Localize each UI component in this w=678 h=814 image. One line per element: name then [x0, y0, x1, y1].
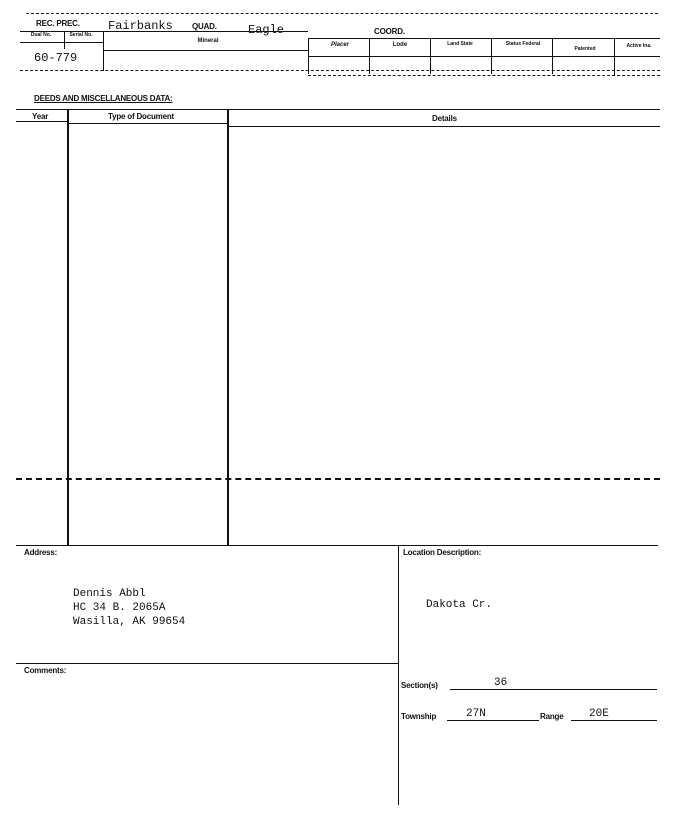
- range-underline: [571, 720, 657, 721]
- section-value: 36: [494, 677, 508, 689]
- deeds-header-rule: [229, 126, 660, 127]
- township-underline: [447, 720, 539, 721]
- deeds-top-rule: [16, 109, 660, 110]
- deeds-col-year: Year: [32, 112, 49, 121]
- col-status-federal: Status Federal: [505, 41, 541, 47]
- deeds-col-details: Details: [432, 114, 457, 123]
- col-patented: Patented: [574, 46, 596, 52]
- address-line-3: Wasilla, AK 99654: [73, 616, 186, 628]
- township-label: Township: [401, 712, 437, 721]
- comments-rule: [16, 663, 398, 664]
- deeds-header-rule: [69, 123, 229, 124]
- range-value: 20E: [589, 708, 609, 720]
- header-bottom-dashed-rule: [20, 70, 660, 71]
- deeds-divider-year: [67, 109, 69, 546]
- header-sub-rule: [308, 56, 660, 57]
- top-dashed-rule: [26, 13, 658, 14]
- quad-label: QUAD.: [192, 22, 217, 31]
- deeds-dashed-rule: [16, 478, 660, 480]
- deeds-title: DEEDS AND MISCELLANEOUS DATA:: [34, 94, 173, 103]
- header-bottom-dashed-rule-2: [308, 75, 660, 76]
- range-label: Range: [540, 712, 564, 721]
- location-description: Dakota Cr.: [426, 599, 493, 611]
- comments-label: Comments:: [24, 666, 67, 675]
- col-land-state: Land State: [447, 41, 473, 47]
- address-line-1: Dennis Abbl: [73, 588, 146, 600]
- header-sub-rule: [20, 42, 104, 43]
- deeds-header-rule: [16, 121, 69, 122]
- deeds-col-type: Type of Document: [108, 112, 174, 121]
- section-underline: [450, 689, 657, 690]
- col-active-ina: Active Ina.: [626, 43, 652, 49]
- rec-prec-label: REC. PREC.: [36, 19, 80, 28]
- township-value: 27N: [466, 708, 486, 720]
- header-divider: [64, 31, 65, 49]
- section-label: Section(s): [401, 681, 438, 690]
- quad-value: Eagle: [248, 23, 285, 37]
- header-sub-rule: [104, 50, 308, 51]
- bottom-top-rule: [16, 545, 658, 546]
- col-lode: Lode: [392, 42, 408, 48]
- deeds-divider-type: [227, 109, 229, 546]
- address-line-2: HC 34 B. 2065A: [73, 602, 166, 614]
- header-rule-right: [308, 38, 660, 39]
- col-mineral: Mineral: [197, 38, 219, 44]
- dual-no-value: 60-779: [34, 51, 78, 65]
- rec-prec-value: Fairbanks: [108, 19, 173, 33]
- col-dual-no: Dual No.: [30, 32, 52, 38]
- coord-label: COORD.: [374, 27, 405, 36]
- address-block: [73, 587, 185, 629]
- bottom-center-divider: [398, 545, 399, 805]
- address-label: Address:: [24, 548, 58, 557]
- col-placer: Placer: [330, 42, 349, 48]
- header-divider: [103, 31, 104, 71]
- location-label: Location Description:: [403, 548, 482, 557]
- col-serial-no: Serial No.: [69, 32, 93, 38]
